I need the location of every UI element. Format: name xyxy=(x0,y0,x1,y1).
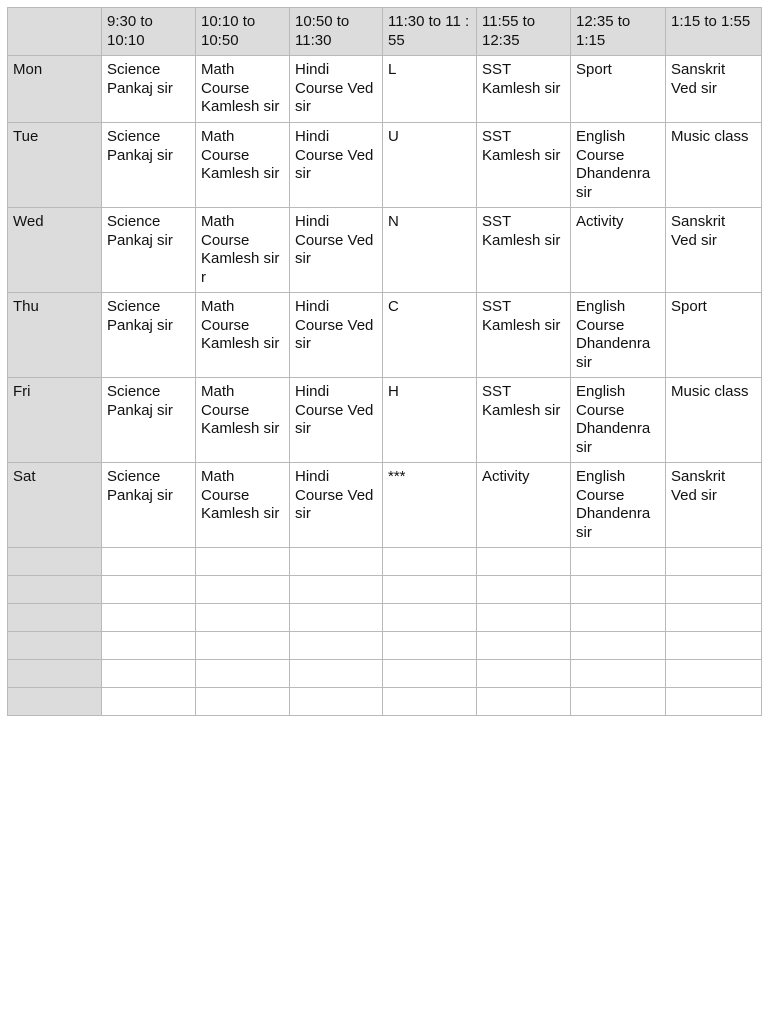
empty-cell[interactable] xyxy=(571,632,666,660)
header-row xyxy=(8,8,762,56)
table-cell[interactable]: Math Course Kamlesh sir xyxy=(196,463,290,548)
table-cell[interactable]: Activity xyxy=(571,208,666,293)
period-header[interactable]: 10:50 to 11:30 xyxy=(290,8,383,56)
empty-cell[interactable] xyxy=(571,576,666,604)
table-cell[interactable]: SST Kamlesh sir xyxy=(477,293,571,378)
table-cell[interactable]: SST Kamlesh sir xyxy=(477,56,571,123)
empty-cell[interactable] xyxy=(383,576,477,604)
empty-cell[interactable] xyxy=(196,576,290,604)
period-header[interactable]: 11:30 to 11 : 55 xyxy=(383,8,477,56)
table-cell[interactable]: C xyxy=(383,293,477,378)
table-cell[interactable]: U xyxy=(383,123,477,208)
table-cell[interactable]: Math Course Kamlesh sir xyxy=(196,123,290,208)
corner-cell[interactable] xyxy=(8,8,102,56)
empty-cell[interactable] xyxy=(477,576,571,604)
table-cell[interactable]: Math Course Kamlesh sir xyxy=(196,56,290,123)
empty-cell[interactable] xyxy=(571,548,666,576)
empty-cell[interactable] xyxy=(383,548,477,576)
timetable-container xyxy=(7,7,761,716)
table-cell[interactable]: Science Pankaj sir xyxy=(102,378,196,463)
period-header[interactable]: 12:35 to 1:15 xyxy=(571,8,666,56)
period-header[interactable]: 11:55 to 12:35 xyxy=(477,8,571,56)
empty-cell[interactable] xyxy=(102,576,196,604)
empty-row xyxy=(8,576,762,604)
empty-row-header[interactable] xyxy=(8,688,102,716)
empty-cell[interactable] xyxy=(666,604,762,632)
empty-cell[interactable] xyxy=(196,688,290,716)
empty-cell[interactable] xyxy=(102,604,196,632)
empty-cell[interactable] xyxy=(383,632,477,660)
empty-cell[interactable] xyxy=(196,548,290,576)
table-cell[interactable]: Science Pankaj sir xyxy=(102,463,196,548)
empty-cell[interactable] xyxy=(290,548,383,576)
table-cell[interactable]: Science Pankaj sir xyxy=(102,123,196,208)
day-label[interactable]: Tue xyxy=(8,123,102,208)
table-row-thu xyxy=(8,293,762,378)
empty-cell[interactable] xyxy=(290,688,383,716)
table-cell[interactable]: Science Pankaj sir xyxy=(102,56,196,123)
table-row-fri xyxy=(8,378,762,463)
empty-cell[interactable] xyxy=(571,604,666,632)
empty-cell[interactable] xyxy=(571,688,666,716)
day-label[interactable]: Thu xyxy=(8,293,102,378)
empty-cell[interactable] xyxy=(290,632,383,660)
empty-row xyxy=(8,548,762,576)
empty-cell[interactable] xyxy=(383,604,477,632)
table-cell[interactable]: Hindi Course Ved sir xyxy=(290,378,383,463)
empty-cell[interactable] xyxy=(383,688,477,716)
empty-cell[interactable] xyxy=(477,688,571,716)
table-row-mon xyxy=(8,56,762,123)
empty-row xyxy=(8,660,762,688)
table-cell[interactable]: English Course Dhandenra sir xyxy=(571,293,666,378)
day-label[interactable]: Wed xyxy=(8,208,102,293)
table-cell[interactable]: Science Pankaj sir xyxy=(102,208,196,293)
table-cell[interactable]: Sport xyxy=(666,293,762,378)
table-cell[interactable]: Sanskrit Ved sir xyxy=(666,56,762,123)
timetable-grid xyxy=(7,7,762,716)
table-cell[interactable]: SST Kamlesh sir xyxy=(477,123,571,208)
table-cell[interactable]: N xyxy=(383,208,477,293)
table-cell[interactable]: Sanskrit Ved sir xyxy=(666,463,762,548)
table-cell[interactable]: Hindi Course Ved sir xyxy=(290,208,383,293)
empty-cell[interactable] xyxy=(477,548,571,576)
empty-cell[interactable] xyxy=(102,660,196,688)
empty-cell[interactable] xyxy=(102,548,196,576)
table-cell[interactable]: SST Kamlesh sir xyxy=(477,378,571,463)
empty-cell[interactable] xyxy=(666,632,762,660)
table-cell[interactable]: Activity xyxy=(477,463,571,548)
empty-row-header[interactable] xyxy=(8,548,102,576)
empty-cell[interactable] xyxy=(666,688,762,716)
empty-cell[interactable] xyxy=(290,604,383,632)
table-cell[interactable]: *** xyxy=(383,463,477,548)
table-cell[interactable]: Sport xyxy=(571,56,666,123)
empty-cell[interactable] xyxy=(477,660,571,688)
table-cell[interactable]: Math Course Kamlesh sir xyxy=(196,378,290,463)
period-header[interactable]: 1:15 to 1:55 xyxy=(666,8,762,56)
table-cell[interactable]: L xyxy=(383,56,477,123)
table-row-sat xyxy=(8,463,762,548)
empty-row xyxy=(8,688,762,716)
empty-cell[interactable] xyxy=(477,632,571,660)
day-label[interactable]: Sat xyxy=(8,463,102,548)
empty-cell[interactable] xyxy=(290,660,383,688)
period-header[interactable]: 10:10 to 10:50 xyxy=(196,8,290,56)
day-label[interactable]: Fri xyxy=(8,378,102,463)
table-cell[interactable]: Hindi Course Ved sir xyxy=(290,293,383,378)
empty-cell[interactable] xyxy=(383,660,477,688)
empty-cell[interactable] xyxy=(290,576,383,604)
empty-row-header[interactable] xyxy=(8,604,102,632)
empty-cell[interactable] xyxy=(666,660,762,688)
empty-row xyxy=(8,632,762,660)
period-header[interactable]: 9:30 to 10:10 xyxy=(102,8,196,56)
table-cell[interactable]: Sanskrit Ved sir xyxy=(666,208,762,293)
table-cell[interactable]: Math Course Kamlesh sir xyxy=(196,293,290,378)
table-cell[interactable]: English Course Dhandenra sir xyxy=(571,123,666,208)
empty-cell[interactable] xyxy=(196,604,290,632)
empty-cell[interactable] xyxy=(102,632,196,660)
table-cell[interactable]: Music class xyxy=(666,123,762,208)
table-cell[interactable]: Hindi Course Ved sir xyxy=(290,463,383,548)
table-cell[interactable]: Hindi Course Ved sir xyxy=(290,123,383,208)
table-row-wed xyxy=(8,208,762,293)
table-cell[interactable]: English Course Dhandenra sir xyxy=(571,463,666,548)
day-label[interactable]: Mon xyxy=(8,56,102,123)
table-cell[interactable]: Hindi Course Ved sir xyxy=(290,56,383,123)
table-cell[interactable]: English Course Dhandenra sir xyxy=(571,378,666,463)
empty-cell[interactable] xyxy=(571,660,666,688)
empty-cell[interactable] xyxy=(102,688,196,716)
table-cell[interactable]: Math Course Kamlesh sir r xyxy=(196,208,290,293)
empty-row-header[interactable] xyxy=(8,576,102,604)
empty-row xyxy=(8,604,762,632)
table-row-tue xyxy=(8,123,762,208)
empty-cell[interactable] xyxy=(196,632,290,660)
empty-cell[interactable] xyxy=(477,604,571,632)
empty-row-header[interactable] xyxy=(8,660,102,688)
table-cell[interactable]: H xyxy=(383,378,477,463)
table-cell[interactable]: Music class xyxy=(666,378,762,463)
table-cell[interactable]: Science Pankaj sir xyxy=(102,293,196,378)
empty-row-header[interactable] xyxy=(8,632,102,660)
table-cell[interactable]: SST Kamlesh sir xyxy=(477,208,571,293)
empty-cell[interactable] xyxy=(196,660,290,688)
empty-cell[interactable] xyxy=(666,576,762,604)
empty-cell[interactable] xyxy=(666,548,762,576)
